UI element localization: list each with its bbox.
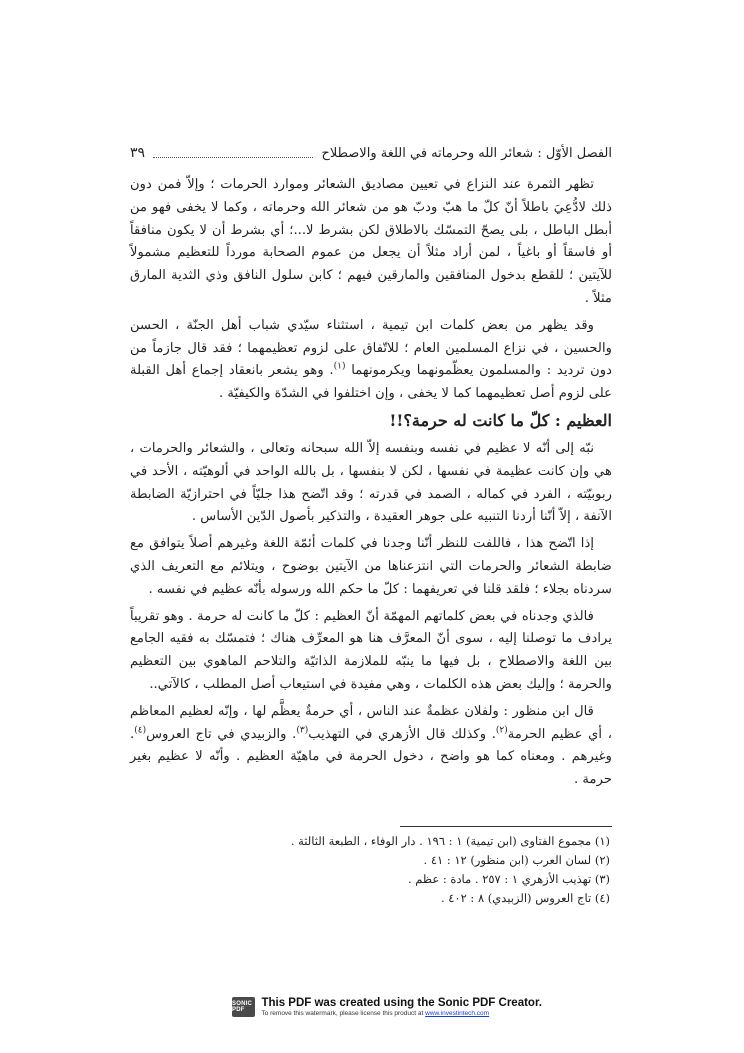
paragraph-4: إذا اتّضح هذا ، فاللفت للنظر أنّنا وجدنا في كلمات أئمّة اللغة وغيرهم أصلاً يتوافق مع ضابطة الشعائر والحرمات التي انتزعناها من الآيتين بوضوح ، ويتلائم مع التعريف الذي سردناه بجلاء ؛ فلقد قلنا في تعريفهما : كلّ ما حكم الله ورسوله بأنّه عظيم في نفسه .	[130, 536, 612, 597]
paragraph-2-text-a: وقد يظهر من بعض كلمات ابن تيمية ، استثناء سيّدي شباب أهل الجنّة ، الحسن والحسين ، في نزاع المسلمين العام ؛ للاتّفاق على لزوم تعظيمهما ؛ فقد قال جازماً من دون ترديد : والمسلمون يعظّمونهما ويكرمونهما	[130, 317, 612, 379]
paragraph-6-text-d: . وغيرهم . ومعناه كما هو واضح ، دخول الحرمة في ماهيّة العظيم . وأنّه لا عظيم بغير حرمة .	[130, 726, 612, 788]
footnote-ref-4[interactable]: (٤)	[134, 725, 147, 736]
body-text	[130, 174, 612, 796]
watermark-main-text: This PDF was created using the Sonic PDF Creator.	[261, 996, 542, 1009]
paragraph-2	[130, 315, 612, 406]
sonic-pdf-logo: SONIC PDF	[232, 997, 255, 1017]
watermark-license-text: To remove this watermark, please license this product at	[261, 1009, 424, 1017]
section-heading: العظيم : كلّ ما كانت له حرمة؟!!	[389, 410, 612, 430]
pdf-watermark	[232, 994, 542, 1020]
watermark-text	[261, 997, 542, 1018]
footnote-ref-1[interactable]: (١)	[333, 361, 346, 372]
paragraph-6-text-a: قال ابن منظور : ولفلان عظمةٌ عند الناس ، أي حرمةٌ يعظَّم لها ، وإنّه لعظيم المعاظم ، أي عظيم الحرمة	[130, 703, 612, 742]
footnotes	[130, 832, 612, 908]
footnote-divider	[400, 826, 612, 827]
paragraph-3: نبّه إلى أنّه لا عظيم في نفسه وبنفسه إلاّ الله سبحانه وتعالى ، والشعائر والحرمات ، هي وإن كانت عظيمة في نفسها ، لكن لا بنفسها ، بل بالله الواحد في ألوهيّته ، الأحد في ربوبيّته ، الفرد في كماله ، الصمد في قدرته ؛ وقد اتّضح هذا جليّاً في احترازيّة الضابطة الآنفة ، إلاّ أنّنا أردنا التنبيه على جوهر العقيدة ، والتذكير بأصول الدّين الأساس .	[130, 440, 612, 525]
footnote-item: (١) مجموع الفتاوى (ابن تيمية) ١ : ١٩٦ . دار الوفاء ، الطبعة الثالثة .	[290, 834, 610, 848]
running-header	[130, 143, 612, 163]
footnote-item: (٢) لسان العرب (ابن منظور) ١٢ : ٤١ .	[423, 853, 610, 867]
footnote-ref-3[interactable]: (٣)	[296, 725, 309, 736]
paragraph-5: فالذي وجدناه في بعض كلماتهم المهمّة أنّ العظيم : كلّ ما كانت له حرمة . وهو تقريباً يرادف ما توصلنا إليه ، سوى أنّ المعرَّف هنا هو المعرِّف هناك ؛ فتمسّك به فقيه الجامع بين اللغة والاصطلاح ، بل فيها ما ينبّه للملازمة الذاتيّة والتلاحم الماهوي بين التعظيم والحرمة ؛ وإليك بعض هذه الكلمات ، وهي مفيدة في استيعاب أصل المطلب ، كالآتي..	[130, 608, 612, 692]
chapter-title: الفصل الأوّل : شعائر الله وحرماته في اللغة والاصطلاح	[321, 145, 612, 161]
page-number: ٣٩	[130, 145, 146, 161]
paragraph-6-text-c: . والزبيدي في تاج العروس	[146, 726, 297, 742]
paragraph-6	[130, 701, 612, 792]
watermark-sub-text	[261, 1010, 542, 1018]
paragraph-1: تظهر الثمرة عند النزاع في تعيين مصاديق الشعائر وموارد الحرمات ؛ وإلاّ فمن دون ذلك لادُّعِيَ باطلاً أنّ كلّ ما هبّ ودبّ هو من شعائر الله وحرماته ، وكما لا يخفى فهو من أبطل الباطل ، بلى يصحّ التمسّك بالاطلاق لكن بشرط لا...؛ أي بشرط أن لا يكون منافقاً أو فاسقاً أو باغياً ، لمن أراد مثلاً أن يجعل من عموم الصحابة مورداً للتعظيم مشمولاً للآيتين ؛ للقطع بدخول المنافقين والمارقين فيهم ؛ كابن سلول النافق وذي الثدية المارق مثلاً .	[130, 177, 612, 306]
paragraph-2-text-b: . وهو يشعر بانعقاد إجماع أهل القبلة على لزوم أصل تعظيمهما كما لا يخفى ، وإن اختلفوا في الشدّة والكيفيّة .	[130, 363, 612, 402]
watermark-link[interactable]: www.investintech.com	[425, 1009, 490, 1017]
paragraph-6-text-b: . وكذلك قال الأزهري في التهذيب	[308, 726, 496, 742]
footnote-item: (٣) تهذيب الأزهري ١ : ٢٥٧ . مادة : عظم .	[407, 872, 610, 886]
footnote-item: (٤) تاج العروس (الزبيدي) ٨ : ٤٠٢ .	[440, 891, 610, 905]
footnote-ref-2[interactable]: (٢)	[495, 725, 508, 736]
header-dot-leader	[153, 157, 313, 158]
